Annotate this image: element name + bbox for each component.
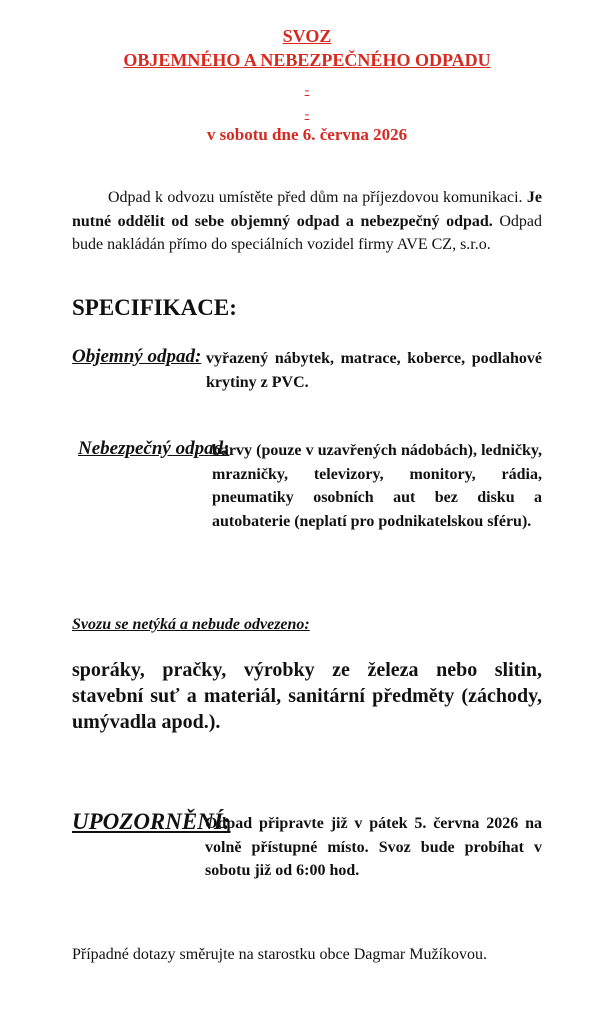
- collection-date: v sobotu dne 6. června 2026: [206, 125, 408, 144]
- title-dash-1: -: [304, 83, 310, 98]
- warning-section: [72, 808, 542, 908]
- bulky-waste-section: [72, 345, 542, 397]
- hazardous-waste-section: [72, 437, 542, 577]
- warning-label: UPOZORNĚNÍ:: [72, 809, 231, 834]
- hazardous-waste-label: Nebezpečný odpad:: [78, 438, 230, 459]
- warning-text: Odpad připravte již v pátek 5. června 2026 na volně přístupné místo. Svoz bude probíhat v sobotu již od 6:00 hod.: [205, 815, 542, 879]
- contact-paragraph: Případné dotazy směrujte na starostku obce Dagmar Mužíkovou.: [72, 946, 487, 963]
- title-svoz: SVOZ: [282, 26, 332, 46]
- intro-bold-text: Je nutné oddělit od sebe objemný odpad a nebezpečný odpad.: [72, 189, 542, 230]
- title-dash-2: -: [304, 107, 310, 122]
- hazardous-waste-text: barvy (pouze v uzavřených nádobách), ledničky, mrazničky, televizory, monitory, rádia, pneumatiky osobních aut bez disku a autobaterie (neplatí pro podnikatelskou sféru).: [212, 442, 542, 530]
- title-waste-type: OBJEMNÉHO A NEBEZPEČNÉHO ODPADU: [123, 50, 491, 70]
- intro-paragraph: [72, 186, 542, 257]
- intro-text-2: Odpad bude nakládán přímo do speciálních vozidel firmy AVE CZ, s.r.o.: [72, 212, 543, 253]
- specification-heading: SPECIFIKACE:: [72, 295, 237, 320]
- excluded-items-text: sporáky, pračky, výrobky ze železa nebo slitin, stavební suť a materiál, sanitární předměty (záchody, umývadla apod.).: [72, 659, 542, 733]
- bulky-waste-label: Objemný odpad:: [72, 346, 202, 367]
- bulky-waste-text: vyřazený nábytek, matrace, koberce, podlahové krytiny z PVC.: [206, 350, 542, 391]
- intro-text-1: Odpad k odvozu umístěte před dům na příjezdovou komunikaci.: [108, 189, 527, 206]
- excluded-heading: Svozu se netýká a nebude odvezeno:: [72, 616, 310, 633]
